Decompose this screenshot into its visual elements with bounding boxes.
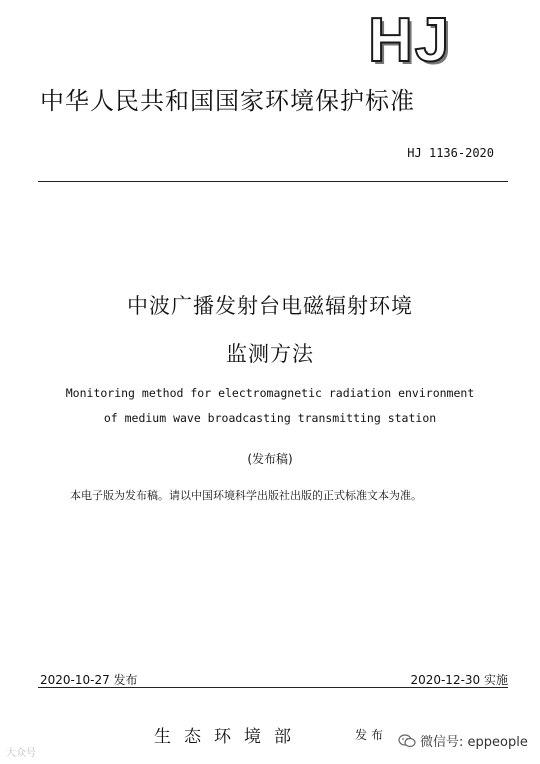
implement-date: 2020-12-30 实施 (410, 673, 508, 687)
title-en-line2: of medium wave broadcasting transmitting station (103, 411, 437, 425)
watermark-right-text: 微信号: eppeople (420, 735, 528, 750)
draft-label: (发布稿) (247, 452, 293, 466)
top-divider (38, 181, 508, 182)
watermark-left: 大众号 (6, 748, 36, 759)
bottom-divider (38, 687, 508, 688)
publisher-name: 生态环境部 (154, 727, 304, 747)
wechat-icon (398, 734, 416, 748)
title-zh-line1: 中波广播发射台电磁辐射环境 (127, 294, 413, 318)
hj-logo: HJ (368, 6, 452, 75)
watermark-right (398, 731, 528, 750)
title-en-line1: Monitoring method for electromagnetic radiation environment (65, 386, 475, 400)
organization-title: 中华人民共和国国家环境保护标准 (40, 87, 415, 115)
publisher-suffix: 发布 (355, 728, 388, 742)
issue-date: 2020-10-27 发布 (40, 673, 138, 687)
disclaimer-note: 本电子版为发布稿。请以中国环境科学出版社出版的正式标准文本为准。 (70, 489, 422, 502)
standard-number: HJ 1136-2020 (407, 146, 494, 160)
title-zh-line2: 监测方法 (226, 342, 314, 366)
